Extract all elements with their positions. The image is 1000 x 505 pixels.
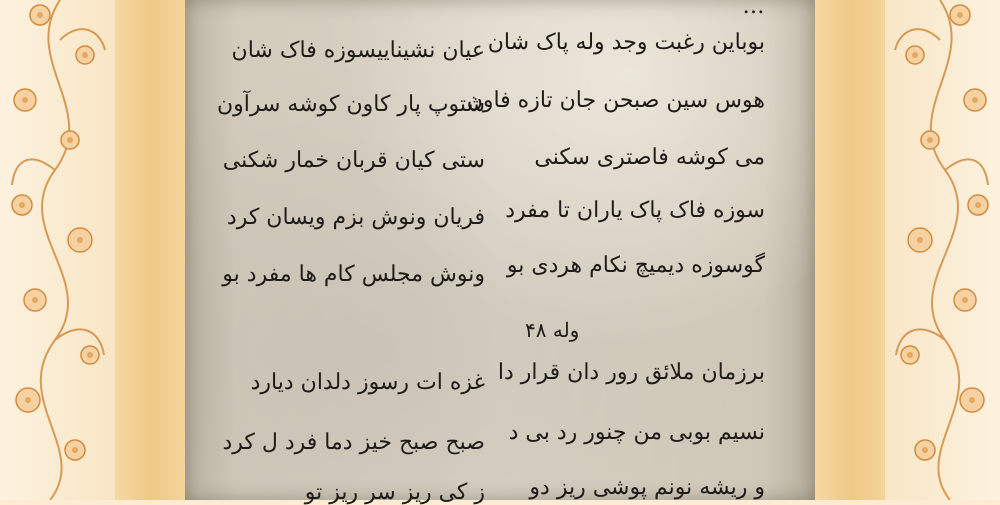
verse-line: نسیم بوبی من چنور رد بی د <box>508 420 765 445</box>
verse-line: عیان نشیناییسوزه فاک شان <box>231 38 485 63</box>
verse-line: ونوش مجلس کام ها مفرد بو <box>222 262 485 287</box>
frame-gold-band-right <box>815 0 885 500</box>
section-heading: وله ۴۸ <box>525 318 580 342</box>
frame-gold-band-left <box>115 0 185 500</box>
manuscript-page <box>185 0 815 505</box>
floral-ornament-left <box>0 0 120 500</box>
verse-line: شتوپ پار کاون کوشه سرآون <box>216 92 485 117</box>
verse-line: هوس سین صبحن جان تازه فاون <box>466 88 765 113</box>
verse-line: بوباین رغبت وجد وله پاک شان <box>487 30 765 55</box>
top-fragment: … <box>742 0 765 19</box>
verse-line: صبح صبح خیز دما فرد ل کرد <box>222 430 485 455</box>
verse-line: ستی کیان قربان خمار شکنی <box>222 148 485 173</box>
verse-line: گوسوزه دیمیچ نکام هردی بو <box>506 253 765 278</box>
verse-line: غزه ات رسوز دلدان دیارد <box>250 370 485 395</box>
verse-line: سوزه فاک پاک یاران تا مفرد <box>505 198 765 223</box>
verse-line: ز کی ریز سر ریز تو <box>304 480 485 505</box>
verse-line: و ریشه نونم پوشی ریز دو <box>529 475 765 500</box>
verse-line: برزمان ملائق رور دان قرار دا <box>497 360 765 385</box>
verse-line: می کوشه فاصتری سکنی <box>534 145 765 170</box>
floral-ornament-right <box>880 0 1000 500</box>
verse-line: فریان ونوش بزم ویسان کرد <box>226 205 485 230</box>
